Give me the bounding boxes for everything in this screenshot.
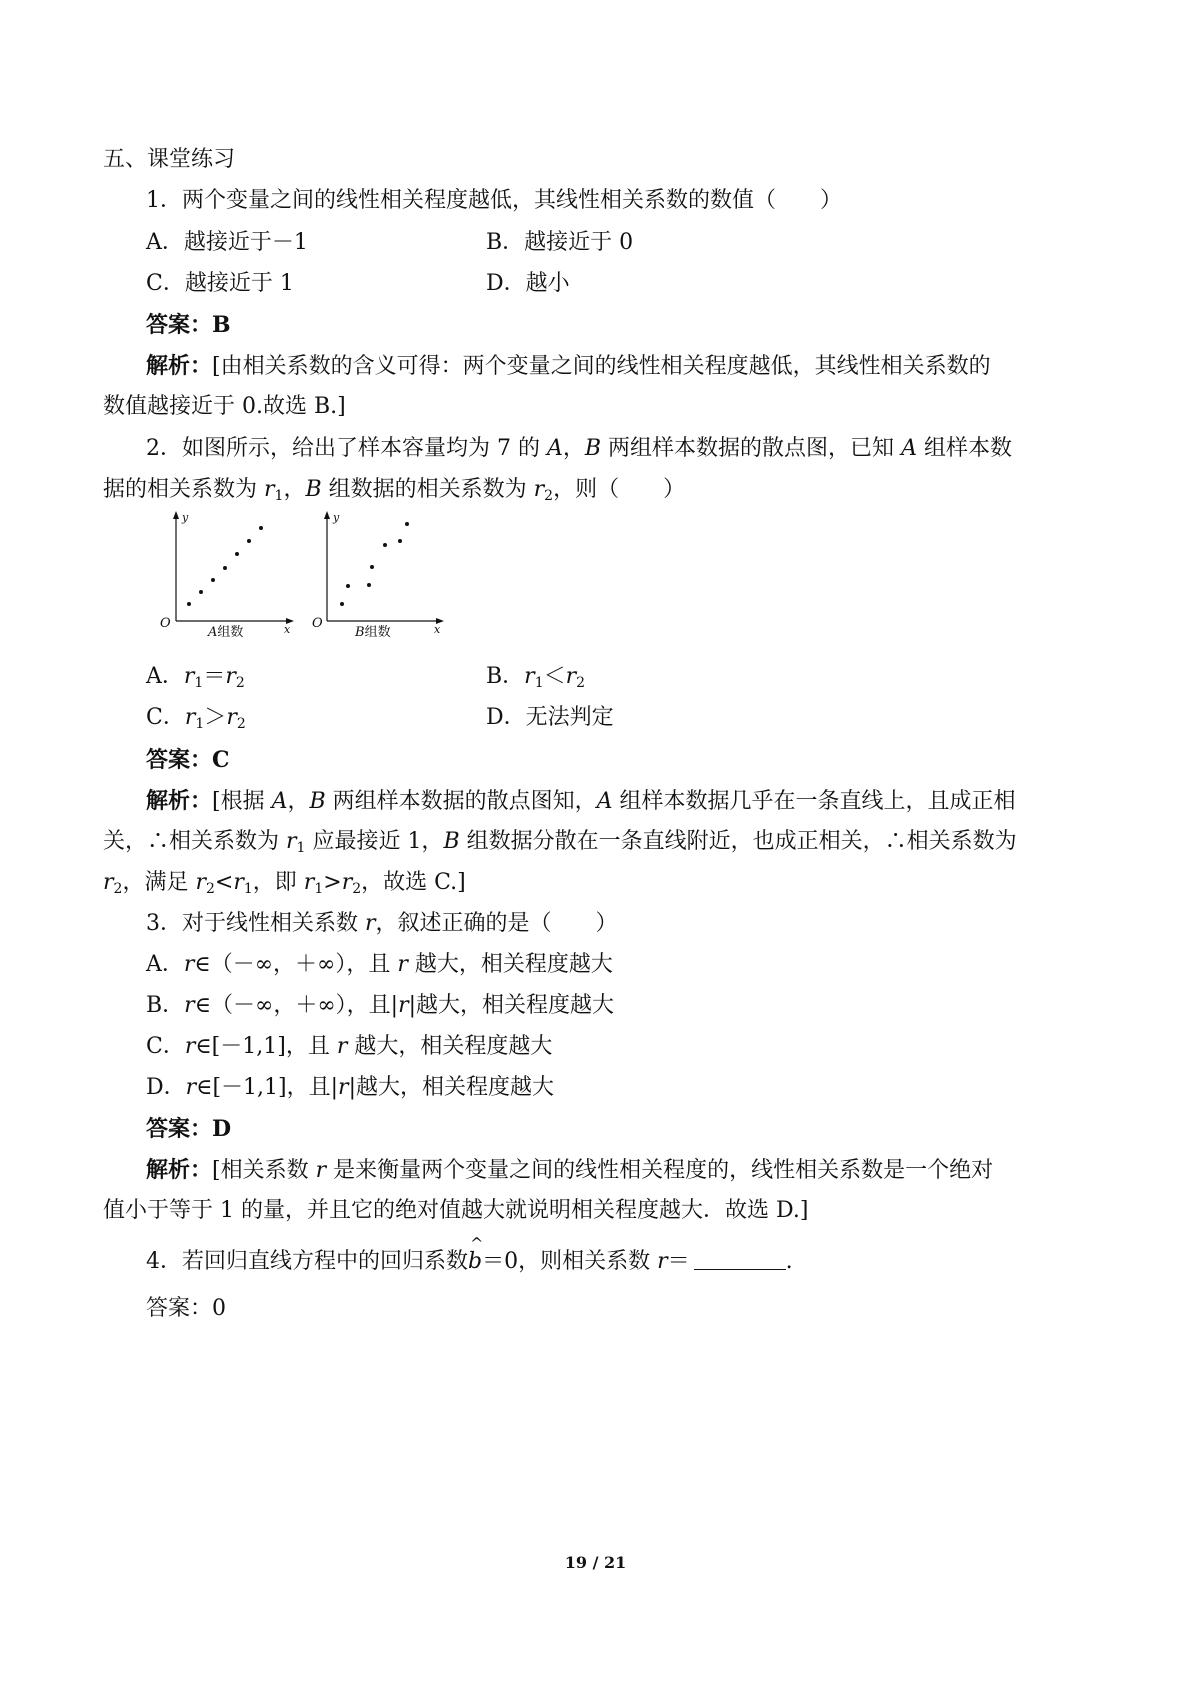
b-hat bbox=[468, 1234, 484, 1277]
q3-answer bbox=[146, 1114, 231, 1144]
analysis-label: 解析： bbox=[146, 788, 213, 814]
text: ＞ bbox=[204, 705, 227, 730]
text: 应最接近 1， bbox=[305, 829, 444, 854]
answer-blank bbox=[694, 1249, 786, 1270]
text: |越大，相关程度越大 bbox=[348, 1075, 554, 1100]
hat-mark: ^ bbox=[470, 1234, 484, 1253]
point bbox=[247, 539, 251, 543]
text: 关，∴相关系数为 bbox=[103, 829, 286, 854]
analysis-label: 解析： bbox=[146, 353, 213, 379]
sub: 1 bbox=[195, 716, 205, 732]
sub: 1 bbox=[534, 675, 544, 691]
q3-analysis-line-2: 值小于等于 1 的量，并且它的绝对值越大就说明相关程度越大．故选 D.] bbox=[103, 1198, 809, 1223]
text: 越大，相关程度越大 bbox=[347, 1034, 553, 1059]
q3-option-c bbox=[146, 1032, 552, 1062]
var-r: r bbox=[233, 870, 244, 895]
origin-label: O bbox=[312, 616, 323, 631]
text: 2．如图所示，给出了样本容量均为 7 的 bbox=[146, 436, 547, 461]
text: 组数据的相关系数为 bbox=[321, 477, 534, 502]
point bbox=[235, 552, 239, 556]
q4-answer: 答案：0 bbox=[146, 1296, 226, 1321]
text: 两组样本数据的散点图知， bbox=[325, 789, 597, 814]
plot-b-label: B组数 bbox=[355, 625, 391, 640]
y-axis-label: y bbox=[333, 511, 340, 524]
var-b: B bbox=[305, 477, 322, 502]
var-r: r bbox=[183, 664, 195, 689]
scatter-figures bbox=[150, 505, 460, 645]
q4-stem bbox=[146, 1234, 793, 1277]
var-r: r bbox=[397, 952, 408, 977]
text: C． bbox=[146, 1034, 185, 1059]
var-b: B bbox=[443, 829, 460, 854]
text: ， bbox=[287, 789, 310, 814]
text: ，故选 C.] bbox=[361, 870, 466, 895]
analysis-label: 解析： bbox=[146, 1157, 213, 1183]
q3-option-d bbox=[146, 1073, 554, 1103]
text: B． bbox=[486, 664, 525, 689]
text: 3．对于线性相关系数 bbox=[146, 911, 365, 936]
text: 两组样本数据的散点图，已知 bbox=[601, 436, 902, 461]
text: ， bbox=[283, 477, 306, 502]
q2-answer bbox=[146, 745, 230, 775]
text: C． bbox=[146, 705, 185, 730]
text: ＝ bbox=[667, 1249, 690, 1274]
answer-value: B bbox=[212, 312, 231, 338]
sub: 1 bbox=[296, 840, 306, 856]
var-a: A bbox=[546, 436, 563, 461]
text: ∈[－1,1]，且 bbox=[195, 1034, 337, 1059]
var-a: A bbox=[271, 789, 288, 814]
q2-option-c bbox=[146, 703, 246, 739]
y-arrow-icon bbox=[173, 511, 179, 519]
text: 4．若回归直线方程中的回归系数 bbox=[146, 1249, 468, 1274]
q1-option-a: A．越接近于－1 bbox=[146, 230, 308, 255]
var-r: r bbox=[315, 1158, 327, 1183]
text: 是来衡量两个变量之间的线性相关程度的，线性相关系数是一个绝对 bbox=[326, 1158, 994, 1183]
q3-stem bbox=[146, 909, 618, 939]
var-r: r bbox=[565, 664, 577, 689]
q3-analysis-line-1 bbox=[146, 1155, 993, 1186]
point bbox=[346, 584, 350, 588]
q1-option-d: D．越小 bbox=[486, 271, 570, 296]
text: 组数据分散在一条直线附近，也成正相关，∴相关系数为 bbox=[459, 829, 1017, 854]
text: ＜ bbox=[543, 664, 566, 689]
var-r: r bbox=[264, 477, 275, 502]
var-r: r bbox=[657, 1249, 668, 1274]
sub: 1 bbox=[314, 881, 324, 897]
sub: 2 bbox=[236, 716, 246, 732]
text: 据的相关系数为 bbox=[103, 477, 264, 502]
scatter-plot-a bbox=[160, 511, 294, 640]
text: > bbox=[323, 870, 342, 895]
answer-value: C bbox=[212, 747, 230, 773]
text: ∈[－1,1]，且| bbox=[196, 1075, 339, 1100]
var-r: r bbox=[184, 993, 195, 1018]
var-r: r bbox=[183, 952, 195, 977]
point bbox=[211, 578, 215, 582]
point bbox=[223, 566, 227, 570]
text: B． bbox=[146, 993, 185, 1018]
text: < bbox=[214, 870, 234, 895]
var-r: r bbox=[303, 870, 315, 895]
text: 组样本数据几乎在一条直线上，且成正相 bbox=[612, 789, 1016, 814]
q2-analysis-line-1 bbox=[146, 786, 1016, 817]
sub: 2 bbox=[576, 675, 586, 691]
text: ∈（－∞，＋∞），且| bbox=[194, 993, 399, 1018]
answer-label: 答案： bbox=[146, 312, 213, 338]
text: [相关系数 bbox=[212, 1158, 316, 1183]
var-a: A bbox=[901, 436, 917, 461]
answer-label: 答案： bbox=[146, 747, 213, 773]
var-r: r bbox=[225, 664, 236, 689]
point bbox=[398, 539, 402, 543]
var-r: r bbox=[286, 829, 297, 854]
text: ， bbox=[562, 436, 585, 461]
q1-stem: 1．两个变量之间的线性相关程度越低，其线性相关系数的数值（ ） bbox=[146, 188, 842, 213]
sub: 2 bbox=[544, 488, 554, 504]
q2-analysis-line-2 bbox=[103, 827, 1017, 863]
point bbox=[340, 602, 344, 606]
answer-value: D bbox=[212, 1116, 232, 1142]
var-b: B bbox=[309, 789, 326, 814]
var-r: r bbox=[533, 477, 545, 502]
text: . bbox=[785, 1249, 793, 1274]
var-b-hat: b bbox=[468, 1249, 483, 1274]
text: [根据 bbox=[212, 789, 272, 814]
text: D． bbox=[146, 1075, 186, 1100]
var-r: r bbox=[336, 1034, 348, 1059]
q2-stem-line-1 bbox=[146, 434, 1012, 464]
var-a: A bbox=[596, 789, 613, 814]
sub: 2 bbox=[352, 881, 362, 897]
q1-option-c: C．越接近于 1 bbox=[146, 271, 294, 296]
var-b: B bbox=[584, 436, 602, 461]
point bbox=[367, 583, 371, 587]
var-r: r bbox=[341, 870, 353, 895]
q1-answer bbox=[146, 310, 231, 340]
q2-option-a bbox=[146, 662, 245, 698]
text: 越大，相关程度越大 bbox=[407, 952, 613, 977]
point bbox=[187, 602, 191, 606]
var-r: r bbox=[184, 705, 196, 730]
text: ∈（－∞，＋∞），且 bbox=[194, 952, 398, 977]
sub: 2 bbox=[235, 675, 245, 691]
text: |越大，相关程度越大 bbox=[408, 993, 615, 1018]
analysis-text: [由相关系数的含义可得：两个变量之间的线性相关程度越低，其线性相关系数的 bbox=[212, 354, 991, 379]
sub: 2 bbox=[113, 881, 123, 897]
q2-option-d: D．无法判定 bbox=[486, 705, 614, 730]
var-r: r bbox=[365, 911, 376, 936]
sub: 2 bbox=[205, 881, 215, 897]
text: 组样本数 bbox=[916, 436, 1012, 461]
text: ，则（ ） bbox=[553, 477, 686, 502]
q1-analysis-line-1 bbox=[146, 351, 991, 382]
q1-analysis-line-2: 数值越接近于 0.故选 B.] bbox=[103, 394, 346, 419]
text: ，即 bbox=[252, 870, 304, 895]
point bbox=[259, 526, 263, 530]
text: A． bbox=[146, 664, 184, 689]
sub: 1 bbox=[274, 488, 284, 504]
text: ＝0，则相关系数 bbox=[482, 1249, 658, 1274]
section-title: 五、课堂练习 bbox=[103, 147, 236, 172]
var-r: r bbox=[398, 993, 409, 1018]
sub: 1 bbox=[194, 675, 204, 691]
x-axis-label: x bbox=[284, 623, 291, 636]
scatter-plot-b bbox=[312, 511, 444, 640]
text: ，满足 bbox=[122, 870, 196, 895]
text: A． bbox=[146, 952, 184, 977]
y-axis-label: y bbox=[182, 511, 189, 524]
var-r: r bbox=[103, 870, 114, 895]
q3-option-a bbox=[146, 950, 613, 980]
point bbox=[405, 522, 409, 526]
var-r: r bbox=[226, 705, 237, 730]
var-r: r bbox=[195, 870, 206, 895]
y-arrow-icon bbox=[324, 511, 330, 519]
var-r: r bbox=[524, 664, 535, 689]
var-r: r bbox=[185, 1075, 197, 1100]
var-r: r bbox=[184, 1034, 196, 1059]
point bbox=[383, 543, 387, 547]
q2-option-b bbox=[486, 662, 585, 698]
answer-label: 答案： bbox=[146, 1116, 213, 1142]
origin-label: O bbox=[160, 616, 171, 631]
sub: 1 bbox=[243, 881, 253, 897]
point bbox=[199, 590, 203, 594]
q2-analysis-line-3 bbox=[103, 868, 466, 904]
text: ，叙述正确的是（ ） bbox=[375, 911, 618, 936]
q3-option-b bbox=[146, 991, 614, 1021]
point bbox=[370, 565, 374, 569]
plot-a-label: A组数 bbox=[208, 625, 244, 640]
x-axis-label: x bbox=[434, 623, 441, 636]
q1-option-b: B．越接近于 0 bbox=[486, 230, 634, 255]
text: ＝ bbox=[203, 664, 226, 689]
page-number: 19 / 21 bbox=[564, 1553, 627, 1572]
var-r: r bbox=[338, 1075, 349, 1100]
